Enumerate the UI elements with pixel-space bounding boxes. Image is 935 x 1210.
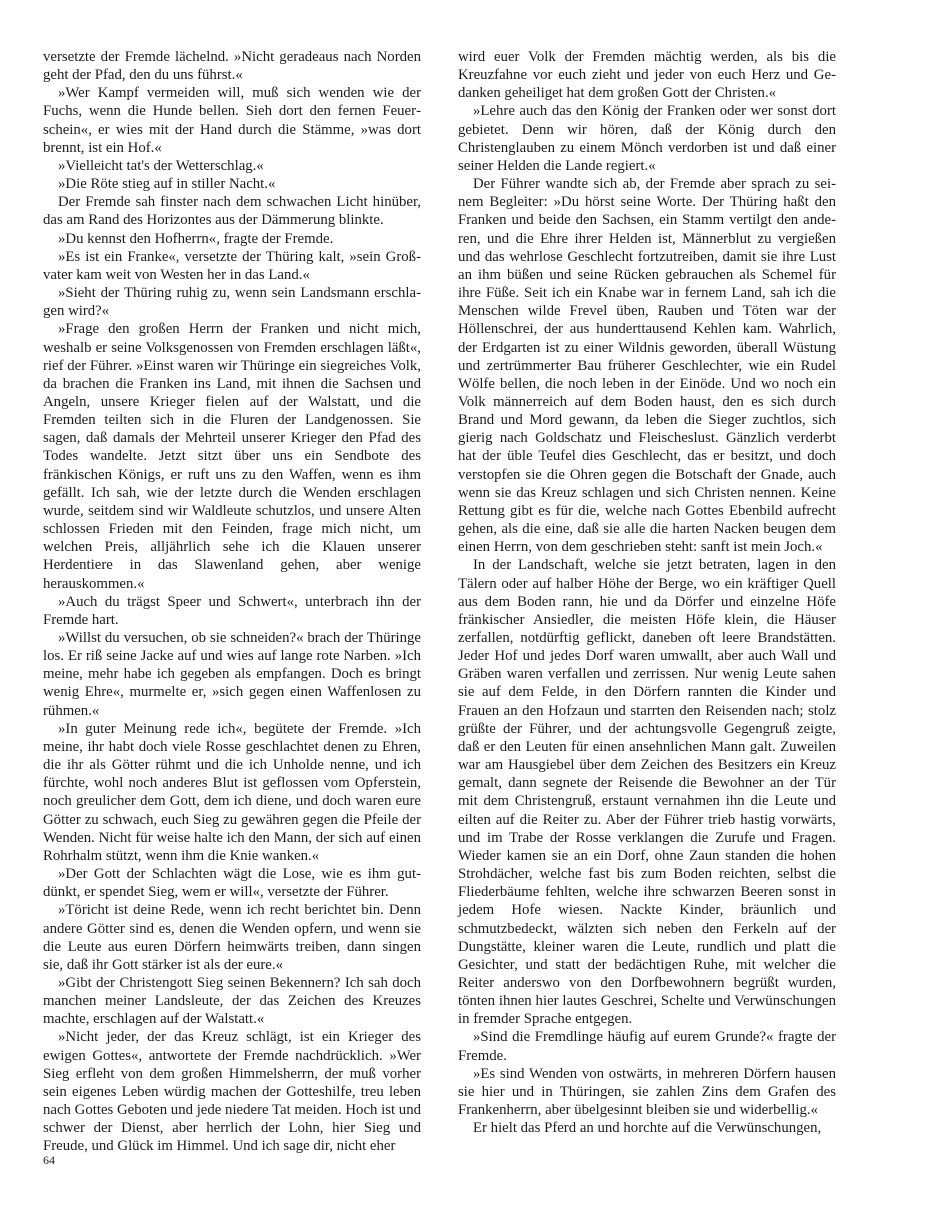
page-number: 64 (43, 1153, 55, 1167)
paragraph: »Sind die Fremdlinge häufig auf eurem Grunde?« fragte der Fremde. (458, 1029, 836, 1064)
paragraph: »Nicht jeder, der das Kreuz schlägt, ist ein Krieger des ewigen Gottes«, antwortete der Fremde nachdrücklich. »Wer Sieg erfleht von dem großen Himmelsherrn, der muß vorher sein eigenes Leben würdig machen der Gotteshilfe, treu leben nach Gottes Geboten und jede niedere Tat meiden. Hoch ist und schwer der Dienst, aber herrlich der Lohn, hier Sieg und Freude, und Glück im Himmel. Und ich sage dir, nicht eher (43, 1029, 421, 1155)
paragraph: »Die Röte stieg auf in stiller Nacht.« (58, 176, 276, 193)
paragraph: »Lehre auch das den König der Franken oder wer sonst dort gebietet. Denn wir hören, daß der König durch den Christenglauben zu einem Mönch verdorben ist und daß einer seiner Helden die Lande regiert.« (458, 103, 836, 174)
paragraph: »Töricht ist deine Rede, wenn ich recht berichtet bin. Denn andere Götter sind es, denen die Wenden opfern, und wenn sie die Leute aus euren Dörfern heimwärts treiben, dann singen sie, daß ihr Gott stärker ist als der eure.« (43, 902, 421, 973)
paragraph: »Es sind Wenden von ostwärts, in mehreren Dörfern hausen sie hier und in Thüringen, sie zahlen Zins dem Grafen des Frankenherrn, aber übelgesinnt bleiben sie und widerbellig.« (458, 1065, 836, 1119)
left-column (43, 48, 421, 1156)
paragraph: »Vielleicht tat's der Wetterschlag.« (58, 157, 264, 174)
paragraph: »Wer Kampf vermeiden will, muß sich wenden wie der Fuchs, wenn die Hunde bellen. Sieh dort den fernen Feuerschein«, er wies mit der Hand durch die Stämme, »was dort brennt, ist ein Hof.« (43, 85, 421, 156)
paragraph: »Du kennst den Hofherrn«, fragte der Fremde. (58, 230, 334, 247)
paragraph: »Willst du versuchen, ob sie schneiden?« brach der Thüringe los. Er riß seine Jacke auf und wies auf lange rote Narben. »Ich meine, mehr habe ich gegeben als empfangen. Doch es bringt wenig Ehre«, murmelte er, »sich gegen einen Waffenlosen zu rühmen.« (43, 630, 421, 719)
paragraph: Er hielt das Pferd an und horchte auf die Verwünschungen, (473, 1120, 822, 1137)
right-column (458, 48, 836, 1137)
paragraph: »Gibt der Christengott Sieg seinen Bekennern? Ich sah doch manchen meiner Landsleute, der das Zeichen des Kreuzes machte, erschlagen auf der Walstatt.« (43, 974, 421, 1028)
paragraph: »Sieht der Thüring ruhig zu, wenn sein Landsmann erschlagen wird?« (43, 285, 421, 320)
paragraph: versetzte der Fremde lächelnd. »Nicht geradeaus nach Norden geht der Pfad, den du uns führst.« (43, 49, 421, 84)
paragraph: »Der Gott der Schlachten wägt die Lose, wie es ihm gutdünkt, er spendet Sieg, wem er will«, versetzte der Führer. (43, 866, 421, 901)
paragraph: »Es ist ein Franke«, versetzte der Thüring kalt, »sein Großvater kam weit von Westen her in das Land.« (43, 248, 421, 283)
paragraph: Der Führer wandte sich ab, der Fremde aber sprach zu seinem Begleiter: »Du hörst seine Worte. Der Thüring haßt den Franken und beide den Sachsen, ein Stamm vertilgt den anderen, und die Ehre ihrer Helden ist, Männerblut zu vergießen und das wehrlose Geschlecht fortzutreiben, damit sie ihre Lust an ihm büßen und seine Rücken gebrauchen als Schemel für ihre Füße. Seit ich ein Knabe war in fernem Land, sah ich die Menschen wilde Frevel üben, Rauben und Töten war der Höllenschrei, der aus hunderttausend Kehlen kam. Wahrlich, der Erdgarten ist zu einer Wildnis geworden, überall Wüstung und zertrümmerter Bau früherer Geschlechter, wie ein Rudel Wölfe bellen, die noch leben in der Einöde. Und wo noch ein Volk männerreich auf dem Boden haust, den es sich durch Brand und Mord gewann, da leben die Sieger zuchtlos, sich gierig nach Goldschatz und Fleischeslust. Gänzlich verderbt hat der üble Teufel dies Geschlecht, das er besitzt, und doch verstopfen sie die Ohren gegen die Botschaft der Gnade, auch wenn sie das Kreuz schlagen und sich Christen nennen. Keine Rettung gibt es für die, welche nach Gottes Ebenbild aufrecht gehen, als die eine, daß sie alle die harten Nacken beugen dem einen Herrn, von dem geschrieben steht: sanft ist mein Joch.« (458, 176, 836, 556)
paragraph: »Auch du trägst Speer und Schwert«, unterbrach ihn der Fremde hart. (43, 593, 421, 628)
paragraph: In der Landschaft, welche sie jetzt betraten, lagen in den Tälern oder auf halber Höhe der Berge, wo ein kräftiger Quell aus dem Boden rann, hie und da Dörfer und einzelne Höfe fränkischer Ansiedler, die meisten Höfe klein, die Häuser zerfallen, notdürftig geflickt, daneben oft leere Brandstätten. Jeder Hof und jedes Dorf waren umwallt, aber auch Wall und Gräben waren verfallen und zerrissen. Nur wenig Leute sahen sie auf dem Felde, in den Dörfern rannten die Kinder und Frauen an den Hofzaun und starrten den Reisenden nach; stolz grüßte der Führer, und der achtungsvolle Gegengruß zeigte, daß er den Leuten für einen ansehnlichen Mann galt. Zuweilen war am Hausgiebel über dem Zeichen des Besitzers ein Kreuz gemalt, dann segnete der Reisende die Bewohner an der Tür mit dem Christengruß, erstaunt vernahmen ihn die Leute und eilten auf die Reiter zu. Aber der Führer trieb hastig vorwärts, und im Trabe der Rosse verklangen die Zurufe und Fragen. Wieder kamen sie an ein Dorf, ohne Zaun standen die hohen Strohdächer, welche fast bis zum Boden reichten, selbst die Fliederbäume fehlten, welche ihre schwarzen Beeren sonst in jedem Hofe wiesen. Nackte Kinder, bräunlich und schmutzbedeckt, wälzten sich neben den Ferkeln auf der Dungstätte, kleiner waren die Leute, rundlich und platt die Gesichter, und statt der bedächtigen Ruhe, mit welcher die Reiter anderswo von den Dorfbewohnern begrüßt wurden, tönten ihnen hier lautes Geschrei, Schelte und Verwünschungen in fremder Sprache entgegen. (458, 557, 836, 1028)
paragraph: »In guter Meinung rede ich«, begütete der Fremde. »Ich meine, ihr habt doch viele Rosse geschlachtet denen zu Ehren, die ihr als Götter rühmt und die ich Unholde nenne, und ich fürchte, wohl noch anderes Blut ist geflossen vom Opferstein, noch greulicher dem Gott, dem ich diene, und doch waren eure Götter zu schwach, euch Sieg zu gewähren gegen die Pfeile der Wenden. Nicht für weise halte ich den Mann, der sich auf einen Rohrhalm stützt, wenn ihm die Knie wanken.« (43, 720, 421, 864)
paragraph: Der Fremde sah finster nach dem schwachen Licht hinüber, das am Rand des Horizontes aus der Dämmerung blinkte. (43, 194, 421, 229)
paragraph: »Frage den großen Herrn der Franken und nicht mich, weshalb er seine Volksgenossen von Fremden erschlagen läßt«, rief der Führer. »Einst waren wir Thüringe ein siegreiches Volk, da brachen die Franken ins Land, mit ihnen die Sachsen und Angeln, unsere Krieger fielen auf der Walstatt, und die Fremden teilten sich in die Fluren der Landgenossen. Sie sagen, daß damals der Mehrteil unserer Krieger den Pfad des Todes wandelte. Jetzt sitzt über uns ein Sendbote des fränkischen Königs, er ruft uns zu den Waffen, wenn es ihm gefällt. Ich sah, wie der letzte durch die Wenden erschlagen wurde, seitdem sind wir Waldleute schutzlos, und unsere Alten schlossen Frieden mit den Feinden, frage mich nicht, um welchen Preis, alljährlich sehe ich die Klauen unserer Herdentiere in das Slawenland gehen, aber wenige herauskommen.« (43, 321, 421, 592)
paragraph: wird euer Volk der Fremden mächtig werden, als bis die Kreuzfahne vor euch zieht und jeder von euch Herz und Gedanken geheiliget hat dem großen Gott der Christen.« (458, 49, 836, 102)
